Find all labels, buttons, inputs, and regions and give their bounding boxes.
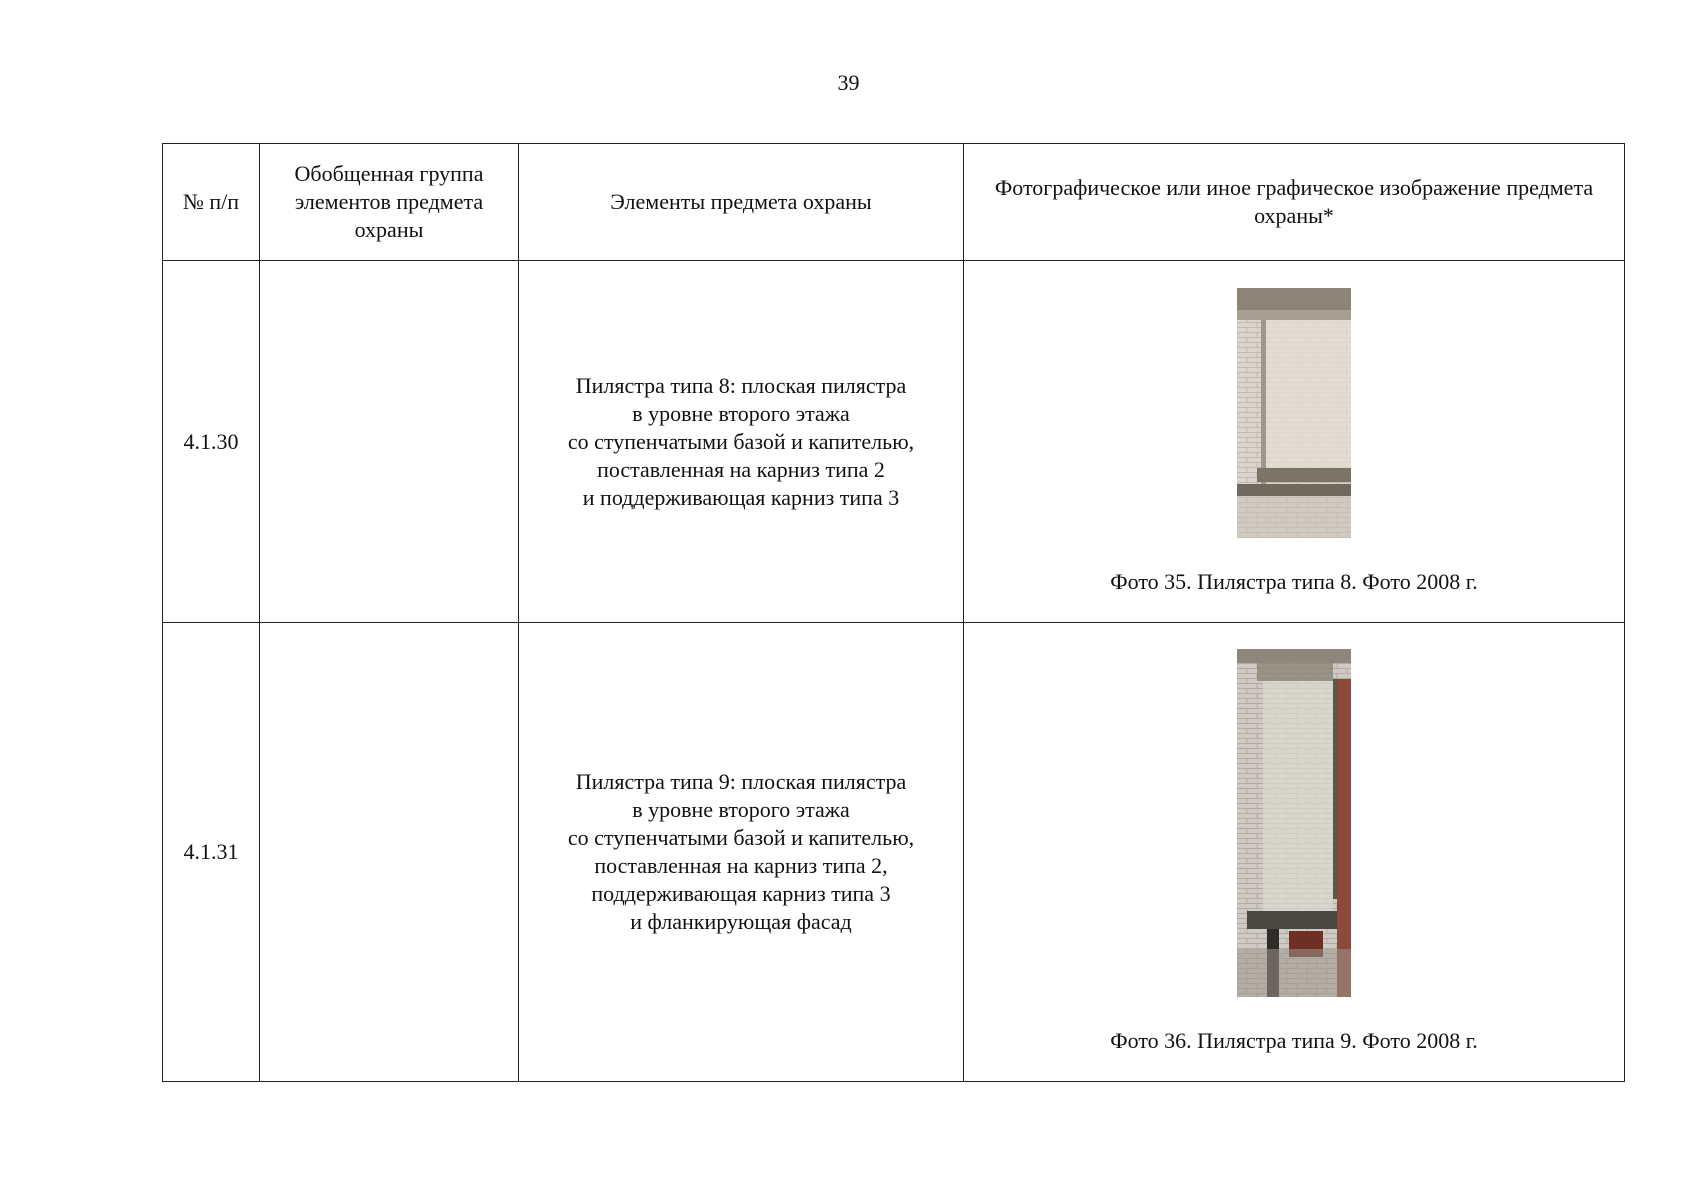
row-number: 4.1.30: [163, 261, 260, 623]
photo-caption: Фото 36. Пилястра типа 9. Фото 2008 г.: [1110, 1028, 1478, 1053]
row-number: 4.1.31: [163, 623, 260, 1082]
row-description: Пилястра типа 8: плоская пилястра в уровне второго этажа со ступенчатыми базой и капителью, поставленная на карниз типа 2 и поддерживающая карниз типа 3: [519, 261, 964, 623]
table-row: [163, 623, 1625, 1082]
header-image: Фотографическое или иное графическое изображение предмета охраны*: [964, 144, 1625, 261]
row-description: Пилястра типа 9: плоская пилястра в уровне второго этажа со ступенчатыми базой и капителью, поставленная на карниз типа 2, поддерживающая карниз типа 3 и фланкирующая фасад: [519, 623, 964, 1082]
protection-table: [162, 143, 1625, 1082]
header-elements: Элементы предмета охраны: [519, 144, 964, 261]
row-photo-cell: [964, 261, 1625, 623]
pilaster-photo: [1237, 649, 1351, 997]
header-group: Обобщенная группа элементов предмета охраны: [260, 144, 519, 261]
pilaster-photo: [1237, 288, 1351, 538]
photo-caption: Фото 35. Пилястра типа 8. Фото 2008 г.: [1110, 568, 1478, 594]
row-photo-cell: [964, 623, 1625, 1082]
header-number: № п/п: [163, 144, 260, 261]
page-number: 39: [837, 70, 860, 95]
row-group: [260, 261, 519, 623]
table-row: [163, 261, 1625, 623]
row-group: [260, 623, 519, 1082]
table-header-row: [163, 144, 1625, 261]
